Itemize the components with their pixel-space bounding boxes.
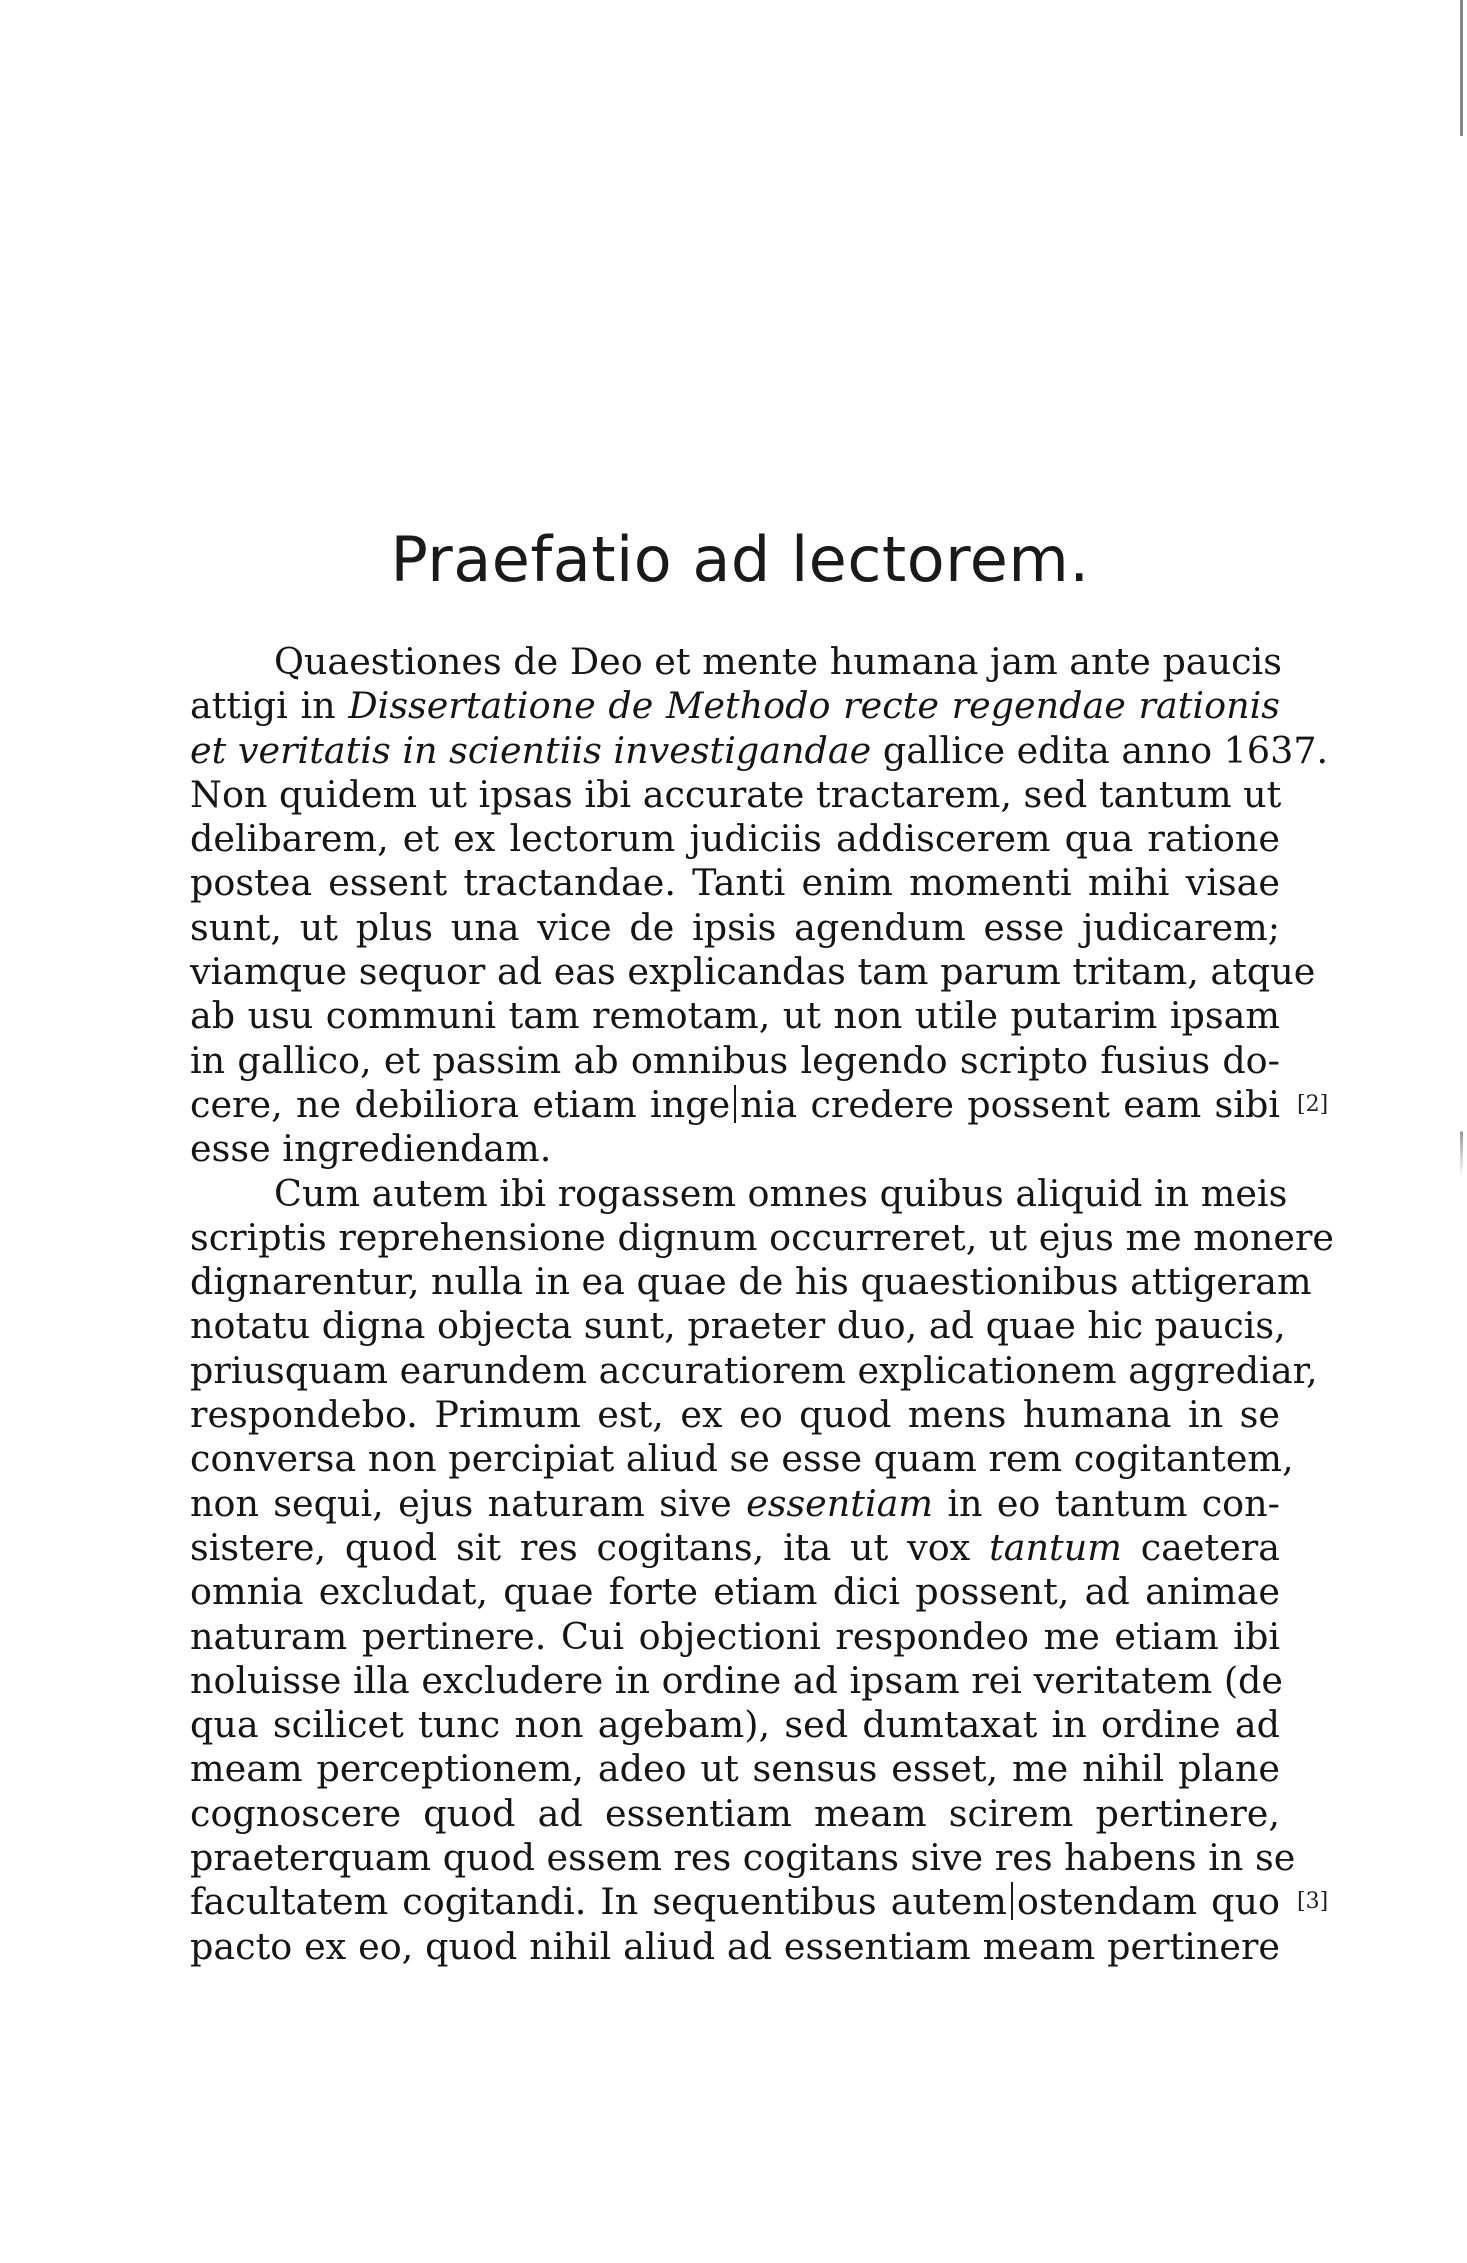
text-line: meam perceptionem, adeo ut sensus esset, me nihil plane: [190, 1747, 1280, 1791]
text-line: delibarem, et ex lectorum judiciis addiscerem qua ratione: [190, 817, 1280, 861]
text-span: caetera: [1121, 1525, 1280, 1569]
italic-title: Dissertatione de Methodo recte regendae rationis: [348, 684, 1280, 728]
body-text: [190, 640, 1335, 1969]
page-break-mark: [734, 1085, 736, 1123]
text-line: postea essent tractandae. Tanti enim momenti mihi visae: [190, 861, 1280, 905]
text-line: [190, 728, 1329, 773]
text-line: priusquam earundem accuratiorem explicationem aggrediar,: [190, 1348, 1318, 1392]
text-line: naturam pertinere. Cui objectioni respondeo me etiam ibi: [190, 1614, 1280, 1658]
text-line: ab usu communi tam remotam, ut non utile putarim ipsam: [190, 994, 1280, 1038]
text-line: [190, 1880, 1280, 1924]
page-break-mark: [1011, 1882, 1013, 1920]
text-line: scriptis reprehensione dignum occurreret, ut ejus me monere: [190, 1215, 1335, 1259]
text-span: non sequi, ejus naturam sive: [190, 1481, 747, 1525]
marginal-page-number: [3]: [1297, 1889, 1329, 1914]
text-span: sistere, quod sit res cogitans, ita ut vox: [190, 1525, 990, 1569]
text-line: in gallico, et passim ab omnibus legendo scripto fusius do-: [190, 1038, 1280, 1082]
text-line: Non quidem ut ipsas ibi accurate tractarem, sed tantum ut: [190, 772, 1282, 816]
text-line: [190, 1482, 1280, 1526]
text-line: [190, 684, 1280, 728]
scan-edge-shadow: [1460, 0, 1463, 2263]
text-line: praeterquam quod essem res cogitans sive res habens in se: [190, 1836, 1296, 1880]
text-line: qua scilicet tunc non agebam), sed dumtaxat in ordine ad: [190, 1703, 1280, 1747]
text-line: cognoscere quod ad essentiam meam scirem pertinere,: [190, 1791, 1280, 1835]
text-line: omnia excludat, quae forte etiam dici possent, ad animae: [190, 1570, 1280, 1614]
text-line: [190, 1526, 1280, 1570]
italic-word: essentiam: [746, 1481, 933, 1525]
italic-word: tantum: [989, 1525, 1122, 1569]
text-line: conversa non percipiat aliud se esse quam rem cogitantem,: [190, 1437, 1294, 1481]
text-span: nia credere possent eam sibi: [740, 1082, 1280, 1126]
text-line: respondebo. Primum est, ex eo quod mens humana in se: [190, 1393, 1280, 1437]
italic-title: et veritatis in scientiis investigandae: [190, 728, 872, 772]
text-line: notatu digna objecta sunt, praeter duo, ad quae hic paucis,: [190, 1304, 1286, 1348]
text-line: pacto ex eo, quod nihil aliud ad essentiam meam pertinere: [190, 1924, 1280, 1968]
text-line: noluisse illa excludere in ordine ad ipsam rei veritatem (de: [190, 1658, 1284, 1702]
text-span: in eo tantum con-: [933, 1481, 1280, 1525]
text-span: gallice edita anno 1637.: [871, 728, 1329, 772]
text-line: [190, 1083, 1280, 1127]
marginal-page-number: [2]: [1297, 1092, 1329, 1117]
text-span: ostendam quo: [1016, 1880, 1280, 1924]
text-line: sunt, ut plus una vice de ipsis agendum esse judicarem;: [190, 905, 1280, 949]
page-title: Praefatio ad lectorem.: [390, 523, 1090, 596]
text-span: facultatem cogitandi. In sequentibus autem: [190, 1880, 1007, 1924]
text-line: Cum autem ibi rogassem omnes quibus aliquid in meis: [274, 1171, 1288, 1215]
text-line: esse ingrediendam.: [190, 1127, 552, 1171]
text-line: viamque sequor ad eas explicandas tam parum tritam, atque: [190, 950, 1316, 994]
text-span: attigi in: [190, 684, 349, 728]
text-span: cere, ne debiliora etiam inge: [190, 1082, 731, 1126]
text-line: Quaestiones de Deo et mente humana jam ante paucis: [274, 640, 1282, 683]
text-line: dignarentur, nulla in ea quae de his quaestionibus attigeram: [190, 1260, 1312, 1304]
